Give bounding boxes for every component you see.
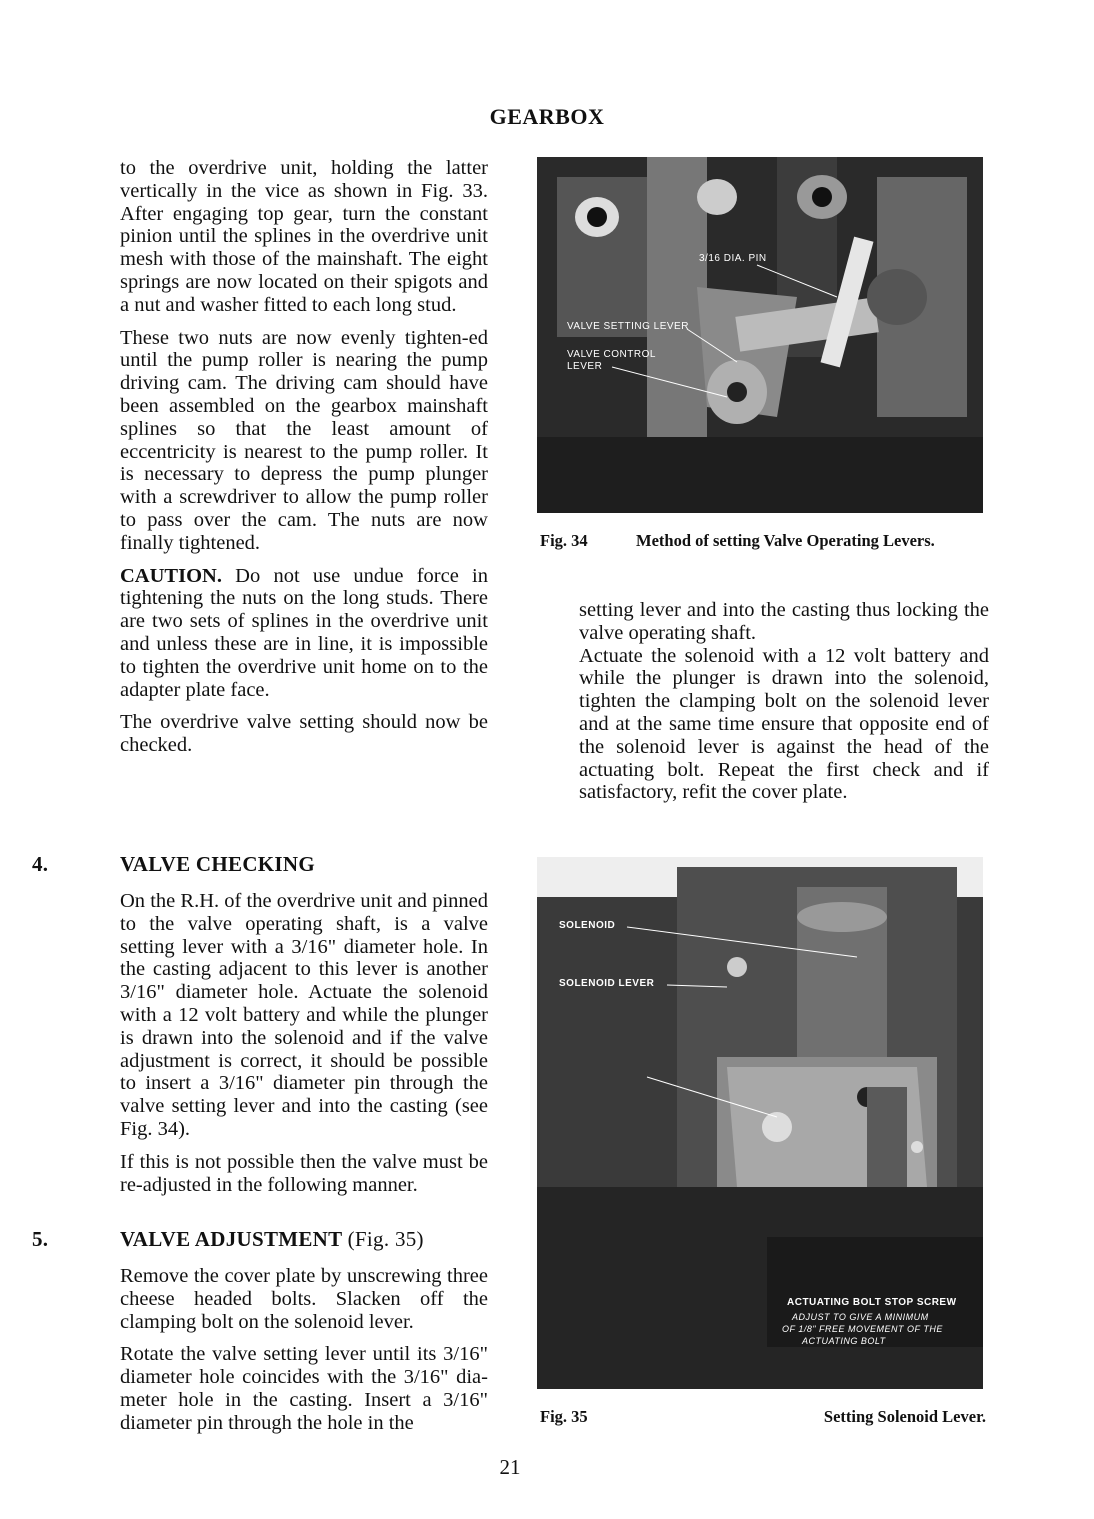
caution-text: Do not use undue force in tightening the nuts on the long studs. There are two sets of splines in the overdrive unit and unless these are in line, it is impossible to tighten the overdrive unit home on to the adapter plate face. — [120, 564, 488, 701]
fig35-photo — [537, 857, 983, 1389]
fig35-callout-note-2: OF 1/8" FREE MOVEMENT OF THE — [782, 1324, 943, 1334]
paragraph: to the overdrive unit, holding the latter vertically in the vice as shown in Fig. 33. After engaging top gear, turn the constant pinion until the splines in the overdrive unit mesh with those of the mainshaft. The eight springs are now located on their spigots and a nut and washer fitted to each long stud. — [120, 157, 488, 316]
paragraph: setting lever and into the casting thus locking the valve operating shaft. — [579, 599, 989, 644]
fig34-callout-valve-setting-lever: VALVE SETTING LEVER — [567, 321, 689, 332]
section-number: 4. — [32, 852, 49, 876]
fig35-caption: Setting Solenoid Lever. — [823, 1407, 986, 1426]
right-column-text — [579, 599, 989, 814]
fig34-label: Fig. 34 — [540, 531, 588, 550]
paragraph: Remove the cover plate by unscrewing three cheese headed bolts. Slacken off the clamping bolt on the solenoid lever. — [120, 1265, 488, 1333]
paragraph: If this is not possible then the valve must be re-adjusted in the following manner. — [120, 1150, 488, 1196]
section-figure-ref: (Fig. 35) — [347, 1227, 424, 1251]
fig34-photo — [537, 157, 983, 513]
section-heading-valve-adjustment — [32, 1227, 424, 1252]
paragraph: On the R.H. of the overdrive unit and pinned to the valve operating shaft, is a valve setting lever with a 3/16" diameter hole. In the casting adjacent to this lever is another 3/16" diameter hole. Actuate the solenoid with a 12 volt battery and while the plunger is drawn into the solenoid and if the valve adjustment is correct, it should be possible to insert a 3/16" diameter pin through the valve setting lever and into the casting (see Fig. 34). — [120, 890, 488, 1140]
section-valve-adjustment-text — [120, 1265, 488, 1445]
fig34-caption: Method of setting Valve Operating Levers. — [636, 531, 935, 550]
paragraph: The overdrive valve setting should now be checked. — [120, 711, 488, 757]
fig35-callout-note-1: ADJUST TO GIVE A MINIMUM — [792, 1312, 929, 1322]
fig35-callout-solenoid: SOLENOID — [559, 920, 616, 931]
section-number: 5. — [32, 1227, 49, 1251]
page-number: 21 — [499, 1455, 521, 1479]
fig35-callout-stop-screw: ACTUATING BOLT STOP SCREW — [787, 1297, 957, 1308]
fig34-callout-valve-control: VALVE CONTROL — [567, 349, 656, 360]
paragraph: Actuate the solenoid with a 12 volt battery and while the plunger is drawn into the solenoid, tighten the clamping bolt on the solenoid lever and at the same time ensure that opposite end of the solenoid lever is against the head of the actuating bolt. Repeat the first check and if satisfactory, refit the cover plate. — [579, 644, 989, 804]
section-heading-valve-checking — [32, 852, 316, 877]
fig35-illustration — [537, 857, 983, 1389]
fig34-callout-pin: 3/16 DIA. PIN — [699, 253, 767, 264]
fig34-illustration — [537, 157, 983, 513]
section-title: VALVE CHECKING — [120, 852, 316, 876]
paragraph: Rotate the valve setting lever until its 3/16" diameter hole coincides with the 3/16" dia-meter hole in the casting. Insert a 3/16" diameter pin through the hole in the — [120, 1343, 488, 1434]
section-valve-checking-text — [120, 890, 488, 1206]
page-header: GEARBOX — [489, 104, 605, 129]
caution-paragraph — [120, 565, 488, 702]
fig35-callout-note-3: ACTUATING BOLT — [802, 1336, 886, 1346]
paragraph: These two nuts are now evenly tighten-ed until the pump roller is nearing the pump driving cam. The driving cam should have been assembled on the gearbox mainshaft splines so that the least amount of eccentricity is nearest to the pump roller. It is necessary to depress the pump plunger with a screwdriver to allow the pump roller to pass over the cam. The nuts are now finally tightened. — [120, 326, 488, 554]
fig35-label: Fig. 35 — [540, 1407, 588, 1426]
caution-label: CAUTION. — [120, 564, 222, 587]
section-title: VALVE ADJUSTMENT — [120, 1227, 343, 1251]
fig34-callout-lever: LEVER — [567, 361, 603, 372]
fig35-callout-solenoid-lever: SOLENOID LEVER — [559, 978, 655, 989]
left-column-text — [120, 157, 488, 767]
